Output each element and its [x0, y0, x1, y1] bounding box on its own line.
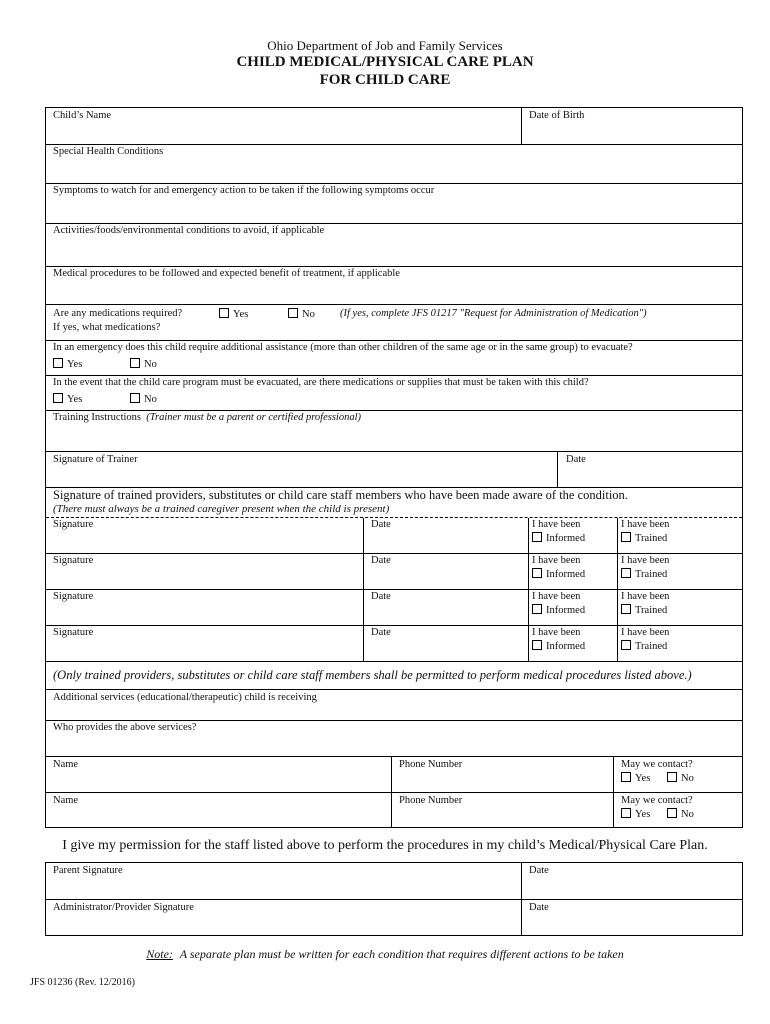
row-emergency: [46, 340, 742, 375]
trained-cell: I have been Trained: [617, 518, 742, 553]
contact-no-option[interactable]: No: [667, 772, 694, 784]
admin-date-field[interactable]: Date: [521, 900, 742, 935]
form-number: JFS 01236 (Rev. 12/2016): [30, 977, 135, 988]
staff-date-field[interactable]: Date: [363, 554, 528, 589]
childs-name-field[interactable]: [46, 108, 521, 144]
parent-date-field[interactable]: Date: [521, 863, 742, 899]
staff-date-field[interactable]: Date: [363, 626, 528, 661]
provider-contact-row: [46, 792, 742, 827]
checkbox-icon[interactable]: [219, 308, 229, 318]
trained-option[interactable]: Trained: [621, 604, 667, 616]
checkbox-icon[interactable]: [621, 808, 631, 818]
signature-row: [46, 589, 742, 625]
checkbox-icon[interactable]: [288, 308, 298, 318]
informed-option[interactable]: Informed: [532, 604, 585, 616]
evacuation-yes-option[interactable]: Yes: [53, 393, 82, 405]
row-only-trained: [46, 661, 742, 689]
contact-yes-option[interactable]: Yes: [621, 808, 650, 820]
row-evacuation: [46, 375, 742, 410]
staff-signature-field[interactable]: Signature: [53, 591, 94, 602]
who-provides-label: Who provides the above services?: [53, 722, 197, 733]
informed-option[interactable]: Informed: [532, 568, 585, 580]
symptoms-field[interactable]: [46, 183, 742, 223]
date-of-birth-field[interactable]: [521, 108, 742, 144]
checkbox-icon[interactable]: [621, 640, 631, 650]
staff-date-field[interactable]: Date: [363, 590, 528, 625]
medications-no-option[interactable]: No: [288, 308, 315, 320]
informed-cell: I have been Informed: [528, 518, 617, 553]
childs-name-label: Child’s Name: [53, 110, 112, 121]
medications-yes-option[interactable]: Yes: [219, 308, 248, 320]
training-instructions-field[interactable]: [46, 410, 742, 451]
trainer-date-field[interactable]: [557, 452, 742, 487]
row-child-name: [46, 108, 742, 144]
row-trained-header: [46, 487, 742, 517]
trainer-signature-label: Signature of Trainer: [53, 454, 138, 465]
evacuation-question: In the event that the child care program must be evacuated, are there medications or supplies that must be taken with this child?: [53, 377, 589, 388]
provider-phone-field[interactable]: Phone Number: [391, 793, 613, 827]
trainer-signature-field[interactable]: [46, 452, 557, 487]
staff-signature-field[interactable]: Signature: [53, 555, 94, 566]
checkbox-icon[interactable]: [53, 393, 63, 403]
checkbox-icon[interactable]: [532, 604, 542, 614]
form-title-line1: CHILD MEDICAL/PHYSICAL CARE PLAN: [236, 54, 534, 70]
informed-option[interactable]: Informed: [532, 640, 585, 652]
provider-contact-row: [46, 756, 742, 792]
provider-phone-field[interactable]: Phone Number: [391, 757, 613, 792]
contact-no-option[interactable]: No: [667, 808, 694, 820]
checkbox-icon[interactable]: [53, 358, 63, 368]
trained-providers-heading: Signature of trained providers, substitutes or child care staff members who have been made aware of the condition.: [53, 488, 628, 502]
procedures-field[interactable]: [46, 266, 742, 304]
permission-statement: I give my permission for the staff listed above to perform the procedures in my child’s Medical/Physical Care Plan.: [62, 838, 708, 853]
trained-cell: I have been Trained: [617, 626, 742, 661]
special-health-field[interactable]: [46, 144, 742, 183]
additional-services-label: Additional services (educational/therapeutic) child is receiving: [53, 692, 317, 703]
medications-what-label: If yes, what medications?: [53, 322, 161, 333]
trained-cell: I have been Trained: [617, 590, 742, 625]
trained-option[interactable]: Trained: [621, 568, 667, 580]
contact-yes-option[interactable]: Yes: [621, 772, 650, 784]
checkbox-icon[interactable]: [621, 604, 631, 614]
footnote: [0, 947, 770, 962]
may-contact-cell: May we contact? Yes No: [613, 793, 742, 827]
provider-name-field[interactable]: Name: [53, 795, 79, 806]
informed-cell: I have been Informed: [528, 590, 617, 625]
only-trained-note: (Only trained providers, substitutes or child care staff members shall be permitted to perform medical procedures listed above.): [53, 668, 692, 682]
medications-question: Are any medications required?: [53, 308, 183, 319]
checkbox-icon[interactable]: [130, 358, 140, 368]
emergency-question: In an emergency does this child require additional assistance (more than other children of the same age or in the same group) to evacuate?: [53, 342, 633, 353]
activities-field[interactable]: [46, 223, 742, 266]
checkbox-icon[interactable]: [621, 772, 631, 782]
medications-note: (If yes, complete JFS 01217 "Request for Administration of Medication"): [340, 308, 647, 319]
staff-signature-field[interactable]: Signature: [53, 519, 94, 530]
symptoms-label: Symptoms to watch for and emergency action to be taken if the following symptoms occur: [53, 185, 435, 196]
training-label: Training Instructions (Trainer must be a parent or certified professional): [53, 412, 362, 423]
trained-providers-note: (There must always be a trained caregiver present when the child is present): [53, 503, 390, 515]
checkbox-icon[interactable]: [532, 532, 542, 542]
row-admin-signature: [46, 899, 742, 935]
note-label: Note:: [146, 947, 173, 961]
care-plan-form: [45, 107, 743, 828]
may-contact-cell: May we contact? Yes No: [613, 757, 742, 792]
emergency-yes-option[interactable]: Yes: [53, 358, 82, 370]
activities-label: Activities/foods/environmental conditions to avoid, if applicable: [53, 225, 325, 236]
staff-signature-field[interactable]: Signature: [53, 627, 94, 638]
checkbox-icon[interactable]: [532, 568, 542, 578]
checkbox-icon[interactable]: [621, 532, 631, 542]
evacuation-no-option[interactable]: No: [130, 393, 157, 405]
additional-services-field[interactable]: [46, 689, 742, 720]
checkbox-icon[interactable]: [621, 568, 631, 578]
parent-signature-field[interactable]: Parent Signature: [53, 865, 123, 876]
agency-name: Ohio Department of Job and Family Services: [267, 38, 503, 53]
emergency-no-option[interactable]: No: [130, 358, 157, 370]
trained-option[interactable]: Trained: [621, 532, 667, 544]
provider-name-field[interactable]: Name: [53, 759, 79, 770]
trained-option[interactable]: Trained: [621, 640, 667, 652]
informed-cell: I have been Informed: [528, 626, 617, 661]
row-medications: [46, 304, 742, 340]
trainer-date-label: Date: [566, 454, 586, 465]
signature-row: [46, 553, 742, 589]
checkbox-icon[interactable]: [667, 772, 677, 782]
note-text: A separate plan must be written for each condition that requires different actions to be taken: [179, 947, 624, 961]
form-title-line2: FOR CHILD CARE: [319, 72, 451, 88]
checkbox-icon[interactable]: [532, 640, 542, 650]
informed-option[interactable]: Informed: [532, 532, 585, 544]
date-of-birth-label: Date of Birth: [529, 110, 585, 121]
authorization-signatures: [45, 862, 743, 936]
row-trainer-signature: [46, 451, 742, 487]
row-parent-signature: [46, 863, 742, 899]
checkbox-icon[interactable]: [667, 808, 677, 818]
trained-cell: I have been Trained: [617, 554, 742, 589]
checkbox-icon[interactable]: [130, 393, 140, 403]
signature-row: [46, 517, 742, 553]
procedures-label: Medical procedures to be followed and expected benefit of treatment, if applicable: [53, 268, 400, 279]
signature-row: [46, 625, 742, 661]
admin-signature-field[interactable]: Administrator/Provider Signature: [53, 902, 194, 913]
informed-cell: I have been Informed: [528, 554, 617, 589]
special-health-label: Special Health Conditions: [53, 146, 164, 157]
who-provides-field[interactable]: [46, 720, 742, 756]
staff-date-field[interactable]: Date: [363, 518, 528, 553]
